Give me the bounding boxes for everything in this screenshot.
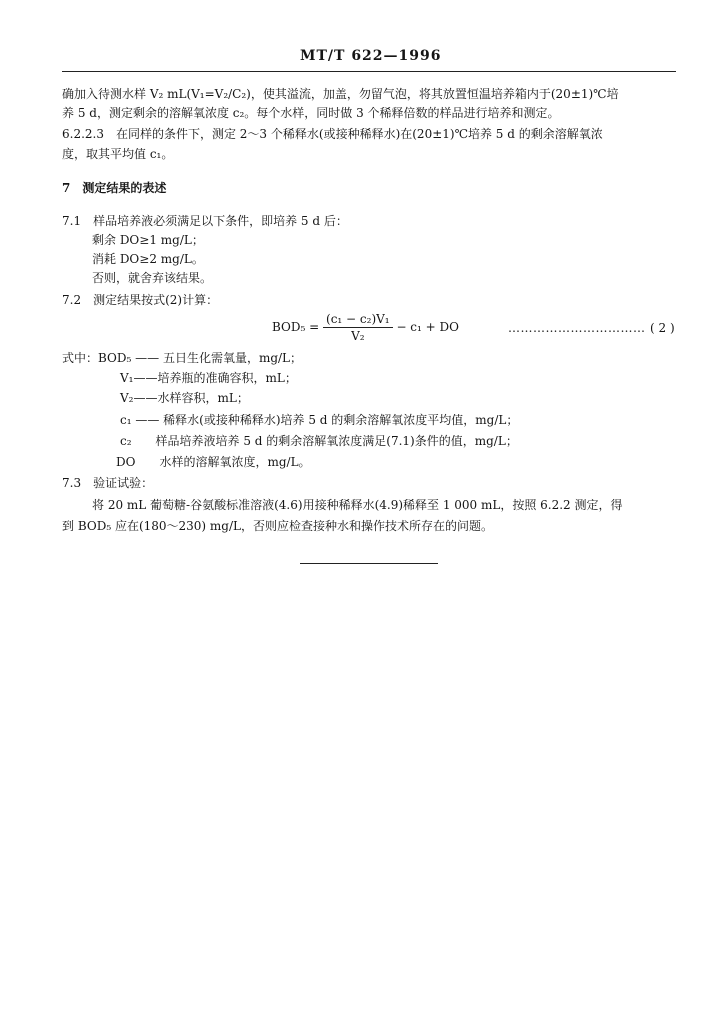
def-v2: V₂——水样容积，mL； [120,391,249,405]
formula-number: ( 2 ) [650,321,675,335]
clause-7-2: 7.2 测定结果按式(2)计算： [62,293,219,307]
clause-7-3: 7.3 验证试验： [62,476,154,490]
bod5-formula [272,312,459,343]
formula-numerator: (c₁ − c₂)V₁ [323,312,393,328]
def-v1: V₁——培养瓶的准确容积，mL； [120,371,297,385]
formula-leader: …………………………… [508,321,646,335]
condition-remaining-do: 剩余 DO≥1 mg/L； [92,233,204,247]
verification-line-2: 到 BOD₅ 应在(180～230) mg/L，否则应检查接种水和操作技术所存在的问题。 [62,519,494,533]
para-line-1: 确加入待测水样 V₂ mL(V₁=V₂/C₂)，使其溢流，加盖，勿留气泡，将其放置恒温培养箱内于(20±1)℃培 [62,87,619,101]
condition-otherwise: 否则，就舍弃该结果。 [92,271,213,285]
formula-lhs: BOD₅ = [272,320,320,334]
clause-6-2-2-3-cont: 度，取其平均值 c₁。 [62,147,174,161]
formula-rhs: − c₁ + DO [396,320,459,334]
def-do: DO 水样的溶解氧浓度，mg/L。 [116,455,311,469]
def-c2: c₂ 样品培养液培养 5 d 的剩余溶解氧浓度满足(7.1)条件的值，mg/L； [120,434,518,448]
standard-number-header: MT/T 622—1996 [300,48,442,64]
verification-line-1: 将 20 mL 葡萄糖-谷氨酸标准溶液(4.6)用接种稀释水(4.9)稀释至 1 000 mL，按照 6.2.2 测定，得 [92,498,623,512]
clause-6-2-2-3: 6.2.2.3 在同样的条件下，测定 2～3 个稀释水(或接种稀释水)在(20±1)℃培养 5 d 的剩余溶解氧浓 [62,127,603,141]
section-7-heading: 7 测定结果的表述 [62,181,167,195]
header-rule [62,71,676,72]
end-rule [300,563,438,564]
def-c1: c₁ —— 稀释水(或接种稀释水)培养 5 d 的剩余溶解氧浓度平均值，mg/L； [120,413,519,427]
para-line-2: 养 5 d，测定剩余的溶解氧浓度 c₂。每个水样，同时做 3 个稀释倍数的样品进行培养和测定。 [62,106,560,120]
where-bod5: 式中：BOD₅ —— 五日生化需氧量，mg/L； [62,351,303,365]
clause-7-1: 7.1 样品培养液必须满足以下条件，即培养 5 d 后： [62,214,348,228]
formula-denominator: V₂ [351,329,365,343]
condition-consumed-do: 消耗 DO≥2 mg/L。 [92,252,204,266]
formula-fraction [323,312,393,343]
